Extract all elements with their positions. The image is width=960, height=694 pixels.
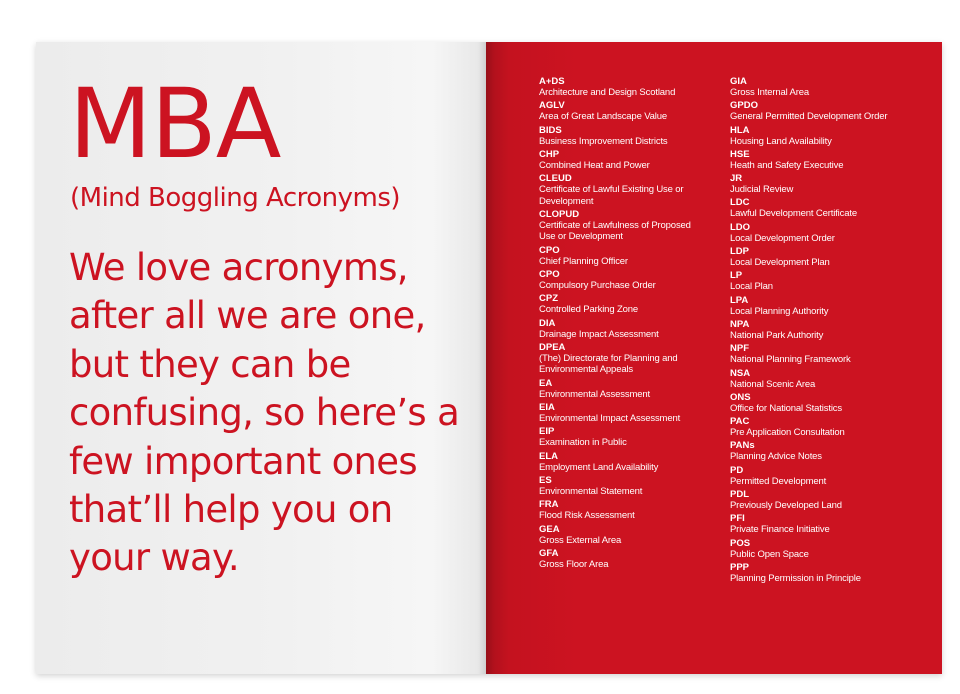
acronym-definition: Employment Land Availability	[539, 461, 659, 473]
acronym-entry	[539, 100, 709, 123]
acronym-abbreviation: GFA	[539, 547, 559, 559]
acronym-definition: Local Development Plan	[730, 257, 830, 269]
acronym-abbreviation: DPEA	[539, 341, 566, 353]
acronym-definition: Environmental Statement	[539, 485, 643, 497]
acronym-entry	[539, 209, 709, 243]
acronym-abbreviation: AGLV	[539, 100, 565, 112]
acronym-entry	[730, 319, 930, 342]
acronym-entry	[730, 100, 930, 123]
acronym-abbreviation: LDP	[730, 246, 749, 258]
acronym-definition: Judicial Review	[730, 184, 794, 196]
acronym-definition: Environmental Assessment	[539, 388, 650, 400]
acronym-abbreviation: DIA	[539, 317, 556, 329]
acronym-definition: Pre Application Consultation	[730, 427, 845, 439]
acronym-entry	[730, 562, 930, 585]
acronym-abbreviation: NSA	[730, 367, 751, 379]
acronym-definition: Environmental Impact Assessment	[539, 413, 681, 425]
acronym-entry	[730, 343, 930, 366]
acronym-abbreviation: PD	[730, 464, 744, 476]
acronym-entry	[730, 538, 930, 561]
acronym-abbreviation: CPZ	[539, 293, 558, 305]
acronym-definition: National Park Authority	[730, 329, 824, 341]
acronym-definition: Architecture and Design Scotland	[539, 87, 676, 98]
acronym-abbreviation: PPP	[730, 561, 750, 573]
acronym-column-1	[539, 76, 709, 572]
acronym-abbreviation: HSE	[730, 148, 750, 160]
acronym-entry	[730, 392, 930, 415]
acronym-entry	[539, 76, 709, 99]
acronym-abbreviation: ONS	[730, 391, 751, 403]
acronym-abbreviation: ELA	[539, 450, 558, 462]
acronym-definition: Previously Developed Land	[730, 500, 842, 512]
acronym-definition: Office for National Statistics	[730, 402, 843, 414]
acronym-entry	[539, 378, 709, 401]
acronym-abbreviation: PAC	[730, 416, 750, 428]
page-subtitle: (Mind Boggling Acronyms)	[70, 183, 401, 213]
acronym-entry	[730, 489, 930, 512]
acronym-abbreviation: LPA	[730, 294, 749, 306]
acronym-definition: Area of Great Landscape Value	[539, 111, 668, 123]
acronym-entry	[730, 222, 930, 245]
acronym-abbreviation: EIA	[539, 402, 555, 414]
acronym-entry	[539, 499, 709, 522]
acronym-definition: Gross Internal Area	[730, 87, 809, 98]
acronym-abbreviation: HLA	[730, 124, 750, 136]
acronym-entry	[730, 246, 930, 269]
acronym-entry	[539, 318, 709, 341]
acronym-entry	[539, 402, 709, 425]
acronym-entry	[730, 368, 930, 391]
acronym-abbreviation: LDO	[730, 221, 751, 233]
acronym-entry	[730, 440, 930, 463]
acronym-entry	[539, 548, 709, 571]
acronym-entry	[730, 197, 930, 220]
acronym-abbreviation: BIDS	[539, 124, 562, 136]
acronym-abbreviation: JR	[730, 173, 743, 185]
acronym-entry	[539, 342, 709, 376]
acronym-definition: Gross Floor Area	[539, 558, 609, 570]
acronym-entry	[539, 149, 709, 172]
acronym-abbreviation: EA	[539, 377, 553, 389]
acronym-definition: Local Planning Authority	[730, 305, 829, 317]
acronym-entry	[539, 475, 709, 498]
acronym-entry	[730, 295, 930, 318]
acronym-definition: Planning Permission in Principle	[730, 572, 861, 584]
acronym-definition: Gross External Area	[539, 534, 622, 546]
acronym-definition: National Scenic Area	[730, 378, 816, 390]
acronym-entry	[539, 269, 709, 292]
acronym-definition: Local Plan	[730, 281, 773, 293]
acronym-definition: Housing Land Availability	[730, 135, 832, 147]
intro-text: We love acronyms, after all we are one, but they can be confusing, so here’s a few important ones that’ll help you on your way.	[69, 246, 460, 580]
acronym-definition: Private Finance Initiative	[730, 524, 830, 536]
acronym-entry	[730, 76, 930, 99]
acronym-definition: Public Open Space	[730, 548, 809, 560]
acronym-entry	[539, 293, 709, 316]
acronym-abbreviation: CPO	[539, 244, 560, 256]
acronym-definition: National Planning Framework	[730, 354, 851, 366]
acronym-definition: Controlled Parking Zone	[539, 304, 638, 316]
acronym-entry	[539, 245, 709, 268]
acronym-abbreviation: CPO	[539, 269, 560, 281]
acronym-entry	[730, 173, 930, 196]
acronym-abbreviation: POS	[730, 537, 751, 549]
acronym-abbreviation: LDC	[730, 197, 750, 209]
acronym-definition: Planning Advice Notes	[730, 451, 822, 463]
acronym-entry	[539, 426, 709, 449]
left-page	[36, 42, 486, 674]
acronym-definition: Permitted Development	[730, 475, 827, 487]
acronym-abbreviation: CLOPUD	[539, 208, 580, 220]
acronym-abbreviation: FRA	[539, 499, 559, 511]
brochure-spread	[36, 42, 942, 674]
acronym-abbreviation: NPA	[730, 318, 750, 330]
acronym-definition: General Permitted Development Order	[730, 111, 888, 123]
acronym-abbreviation: GIA	[730, 76, 747, 87]
acronym-abbreviation: EIP	[539, 426, 555, 438]
acronym-definition: Flood Risk Assessment	[539, 510, 635, 522]
acronym-definition: Certificate of Lawfulness of Proposed Use or Development	[539, 219, 691, 243]
acronym-abbreviation: CLEUD	[539, 173, 572, 185]
acronym-definition: Compulsory Purchase Order	[539, 280, 656, 292]
acronym-entry	[539, 173, 709, 207]
acronym-entry	[730, 513, 930, 536]
page-title: MBA	[69, 68, 281, 180]
acronym-entry	[539, 524, 709, 547]
acronym-abbreviation: PDL	[730, 489, 749, 501]
acronym-abbreviation: GPDO	[730, 100, 758, 112]
acronym-definition: Local Development Order	[730, 232, 835, 244]
acronym-definition: Combined Heat and Power	[539, 159, 650, 171]
acronym-definition: Drainage Impact Assessment	[539, 328, 659, 340]
acronym-definition: Examination in Public	[539, 437, 627, 449]
acronym-abbreviation: GEA	[539, 523, 560, 535]
acronym-definition: Chief Planning Officer	[539, 255, 628, 267]
acronym-entry	[730, 465, 930, 488]
acronym-abbreviation: PFI	[730, 513, 745, 525]
acronym-definition: Lawful Development Certificate	[730, 208, 857, 220]
acronym-abbreviation: LP	[730, 270, 743, 282]
acronym-definition: Heath and Safety Executive	[730, 159, 844, 171]
acronym-abbreviation: NPF	[730, 343, 749, 355]
acronym-definition: Business Improvement Districts	[539, 135, 668, 147]
acronym-abbreviation: CHP	[539, 148, 560, 160]
acronym-entry	[730, 270, 930, 293]
right-page	[486, 42, 942, 674]
acronym-entry	[730, 149, 930, 172]
acronym-definition: (The) Directorate for Planning and Environmental Appeals	[539, 352, 678, 376]
acronym-entry	[730, 125, 930, 148]
acronym-entry	[539, 451, 709, 474]
acronym-definition: Certificate of Lawful Existing Use or Development	[539, 184, 684, 207]
acronym-abbreviation: A+DS	[539, 76, 565, 87]
acronym-abbreviation: PANs	[730, 440, 755, 452]
acronym-entry	[539, 125, 709, 148]
acronym-entry	[730, 416, 930, 439]
acronym-abbreviation: ES	[539, 474, 552, 486]
acronym-column-2	[730, 76, 930, 586]
